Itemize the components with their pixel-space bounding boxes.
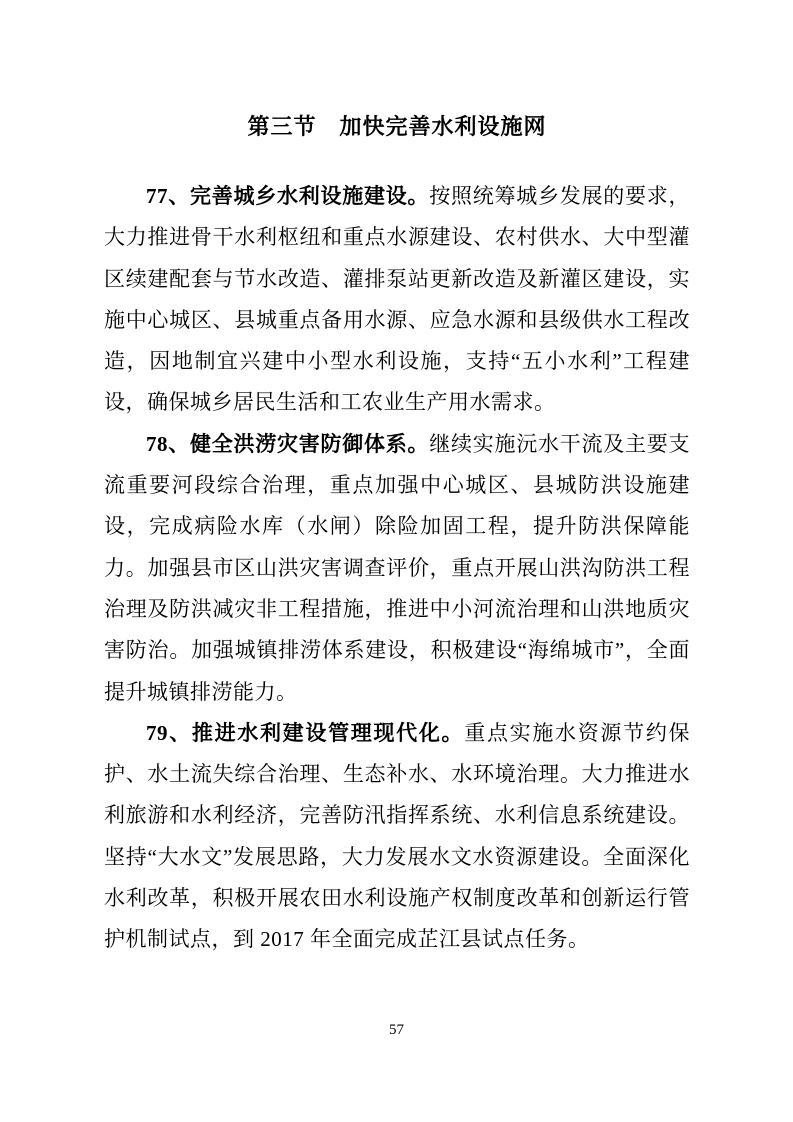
paragraph-78 [104,424,690,713]
paragraph-79-heading: 79、推进水利建设管理现代化。 [146,720,465,745]
paragraph-79 [104,713,690,961]
page-content [104,112,690,961]
paragraph-78-heading: 78、健全洪涝灾害防御体系。 [146,431,430,456]
page-number: 57 [389,1022,404,1038]
paragraph-77-body: 按照统筹城乡发展的要求，大力推进骨干水利枢纽和重点水源建设、农村供水、大中型灌区续建配套与节水改造、灌排泵站更新改造及新灌区建设，实施中心城区、县城重点备用水源、应急水源和县级供水工程改造，因地制宜兴建中小型水利设施，支持“五小水利”工程建设，确保城乡居民生活和工农业生产用水需求。 [104,184,690,415]
paragraph-77-heading: 77、完善城乡水利设施建设。 [146,184,430,208]
paragraph-77 [104,176,690,424]
section-title: 第三节 加快完善水利设施网 [247,114,547,139]
paragraph-79-body: 重点实施水资源节约保护、水土流失综合治理、生态补水、水环境治理。大力推进水利旅游和水利经济，完善防汛指挥系统、水利信息系统建设。坚持“大水文”发展思路，大力发展水文水资源建设。全面深化水利改革，积极开展农田水利设施产权制度改革和创新运行管护机制试点，到 2017 年全面完成芷江县试点任务。 [104,720,691,952]
paragraph-78-body: 继续实施沅水干流及主要支流重要河段综合治理，重点加强中心城区、县城防洪设施建设，完成病险水库（水闸）除险加固工程，提升防洪保障能力。加强县市区山洪灾害调查评价，重点开展山洪沟防洪工程治理及防洪减灾非工程措施，推进中小河流治理和山洪地质灾害防治。加强城镇排涝体系建设，积极建设“海绵城市”，全面提升城镇排涝能力。 [104,431,690,704]
